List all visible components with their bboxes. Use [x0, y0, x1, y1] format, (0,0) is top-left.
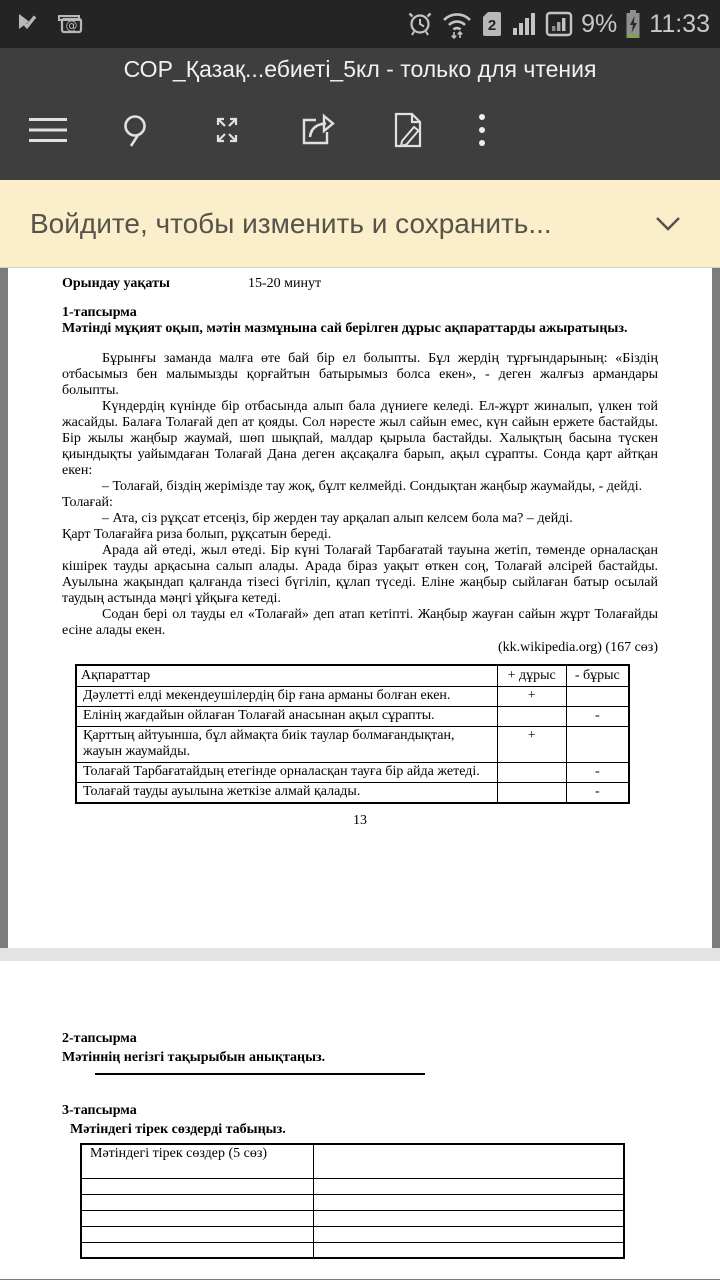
wifi-icon — [441, 9, 473, 39]
mobile-data-icon — [544, 9, 574, 39]
chevron-down-icon[interactable] — [654, 216, 682, 232]
story-paragraph: Қарт Толағайға риза болып, рұқсатын береді. — [62, 527, 332, 542]
row-info: Қарттың айтуынша, бұл аймақта биік таулар болмағандықтан, жауын жаумайды. — [76, 727, 497, 763]
more-button[interactable] — [476, 109, 488, 151]
table-row — [76, 727, 629, 763]
clock: 11:33 — [649, 9, 710, 38]
story-paragraph: Содан бері ол тауды ел «Толағай» деп атап кетіпті. Жаңбыр жауған сайын жұрт Толағайды есіне алады екен. — [62, 607, 658, 638]
share-icon — [296, 109, 340, 151]
page-separator — [0, 948, 720, 961]
keywords-header-cell: Мәтіндегі тірек сөздер (5 сөз) — [81, 1144, 313, 1178]
table-row — [76, 763, 629, 783]
menu-icon — [28, 116, 68, 144]
row-info: Толағай тауды ауылына жеткізе алмай қалады. — [76, 783, 497, 804]
story-paragraph: Күндердің күнінде бір отбасында алып бала дүниеге келеді. Ел-жұрт жиналып, үлкен той жасайды. Балаға Толағай деп ат қояды. Сол нәресте жыл сайын емес, күн сайын ержете бастайды. Бір жылы жаңбыр жаумай, шөп шықпай, малдар қырыла бастайды. Халықтың басына түскен қиындықты уайымдаған Толағай Дана деген ақсақалға барып, ақыл сұрапты. Сонда қарт айтқан екен: — [62, 399, 658, 478]
table-row — [76, 783, 629, 804]
svg-text:@: @ — [65, 18, 78, 33]
document-title: СОР_Қазақ...ебиеті_5кл - только для чтения — [123, 56, 597, 82]
col-header-info: Ақпараттар — [76, 665, 497, 687]
row-plus: + — [497, 687, 566, 707]
task3-block — [62, 1101, 662, 1139]
true-false-table — [75, 664, 630, 804]
page-number: 13 — [353, 813, 367, 828]
check-app-icon — [14, 11, 40, 37]
sign-in-banner-text: Войдите, чтобы изменить и сохранить... — [30, 207, 552, 239]
task2-title: 2-тапсырма — [62, 1031, 137, 1046]
meta-row — [62, 276, 658, 292]
edit-icon — [388, 108, 428, 152]
alarm-icon — [406, 9, 434, 39]
story-paragraph: Толағай: — [62, 495, 113, 510]
app-header — [0, 48, 720, 180]
battery-percent: 9% — [581, 9, 618, 38]
table-row — [76, 687, 629, 707]
row-info: Елінің жағдайын ойлаған Толағай анасынан ақыл сұрапты. — [76, 707, 497, 727]
keywords-table — [80, 1143, 625, 1259]
row-minus — [566, 727, 629, 763]
table-row — [76, 707, 629, 727]
search-button[interactable] — [116, 109, 158, 151]
toolbar — [0, 88, 720, 172]
source-citation: (kk.wikipedia.org) (167 сөз) — [497, 640, 658, 655]
task1-title: 1-тапсырма — [62, 305, 137, 320]
sim2-icon — [480, 9, 504, 39]
col-header-true: + дұрыс — [497, 665, 566, 687]
meta-label: Орындау уақаты — [62, 276, 170, 291]
battery-charging-icon — [624, 8, 642, 40]
search-icon — [116, 109, 158, 151]
status-left-icons — [14, 11, 84, 37]
keywords-row — [81, 1242, 624, 1258]
story-paragraph: – Ата, сіз рұқсат етсеңіз, бір жерден тау арқалап алып келсем бола ма? – дейді. — [102, 511, 573, 526]
story-paragraph: Арада ай өтеді, жыл өтеді. Бір күні Толағай Тарбағатай тауына жетіп, төменде орналасқан кішірек тауды арқасына салып алады. Арада біраз уақыт өткен соң, Толағай әлсірей бастайды. Ауылына жақындап қалғанда тізесі бүгіліп, құлап түседі. Еліне жаңбыр сыйлаған батыр осылай таудың астында мәңгі ұйқыға кетеді. — [62, 543, 658, 606]
story-paragraph: – Толағай, біздің жерімізде тау жоқ, бұлт келмейді. Сондықтан жаңбыр жаумайды, - дейді. — [102, 479, 643, 494]
task2-text: Мәтіннің негізгі тақырыбын анықтаңыз. — [62, 1050, 326, 1065]
menu-button[interactable] — [28, 116, 68, 144]
row-plus — [497, 783, 566, 804]
row-plus — [497, 707, 566, 727]
keywords-row — [81, 1226, 624, 1242]
document-page-2 — [0, 961, 720, 1279]
keywords-answer-cell — [313, 1144, 624, 1178]
task1-text: Мәтінді мұқият оқып, мәтін мазмұнына сай берілген дұрыс ақпараттарды ажыратыңыз. — [62, 321, 628, 336]
email-app-icon — [54, 11, 84, 37]
fullscreen-icon — [206, 109, 248, 151]
document-page-1 — [8, 268, 712, 948]
row-minus: - — [566, 783, 629, 804]
fullscreen-button[interactable] — [206, 109, 248, 151]
edit-button[interactable] — [388, 108, 428, 152]
keywords-row — [81, 1194, 624, 1210]
keywords-header-row — [81, 1144, 624, 1178]
row-minus: - — [566, 763, 629, 783]
signal-icon — [511, 9, 537, 39]
document-viewer[interactable] — [0, 268, 720, 1279]
status-right-cluster — [406, 8, 710, 40]
col-header-false: - бұрыс — [566, 665, 629, 687]
row-plus: + — [497, 727, 566, 763]
story-text — [62, 351, 658, 639]
meta-value: 15-20 минут — [248, 276, 322, 291]
row-plus — [497, 763, 566, 783]
story-paragraph: Бұрынғы заманда малға өте бай бір ел болыпты. Бұл жердің тұрғындарының: «Біздің отбасымыз бен малымызды қорғайтын батырымыз болса екен», - деген жалғыз армандары болыпты. — [62, 351, 658, 398]
row-minus — [566, 687, 629, 707]
task3-text: Мәтіндегі тірек сөздерді табыңыз. — [70, 1122, 286, 1137]
status-bar — [0, 0, 720, 48]
answer-blank-line — [95, 1067, 425, 1075]
row-minus: - — [566, 707, 629, 727]
keywords-row — [81, 1210, 624, 1226]
task3-title: 3-тапсырма — [62, 1103, 137, 1118]
sign-in-banner[interactable] — [0, 180, 720, 268]
table-header-row — [76, 665, 629, 687]
svg-text:2: 2 — [487, 17, 497, 34]
row-info: Толағай Тарбағатайдың етегінде орналасқан тауға бір айда жетеді. — [76, 763, 497, 783]
more-icon — [476, 109, 488, 151]
keywords-row — [81, 1178, 624, 1194]
row-info: Дәулетті елді мекендеушілердің бір ғана арманы болған екен. — [76, 687, 497, 707]
share-button[interactable] — [296, 109, 340, 151]
